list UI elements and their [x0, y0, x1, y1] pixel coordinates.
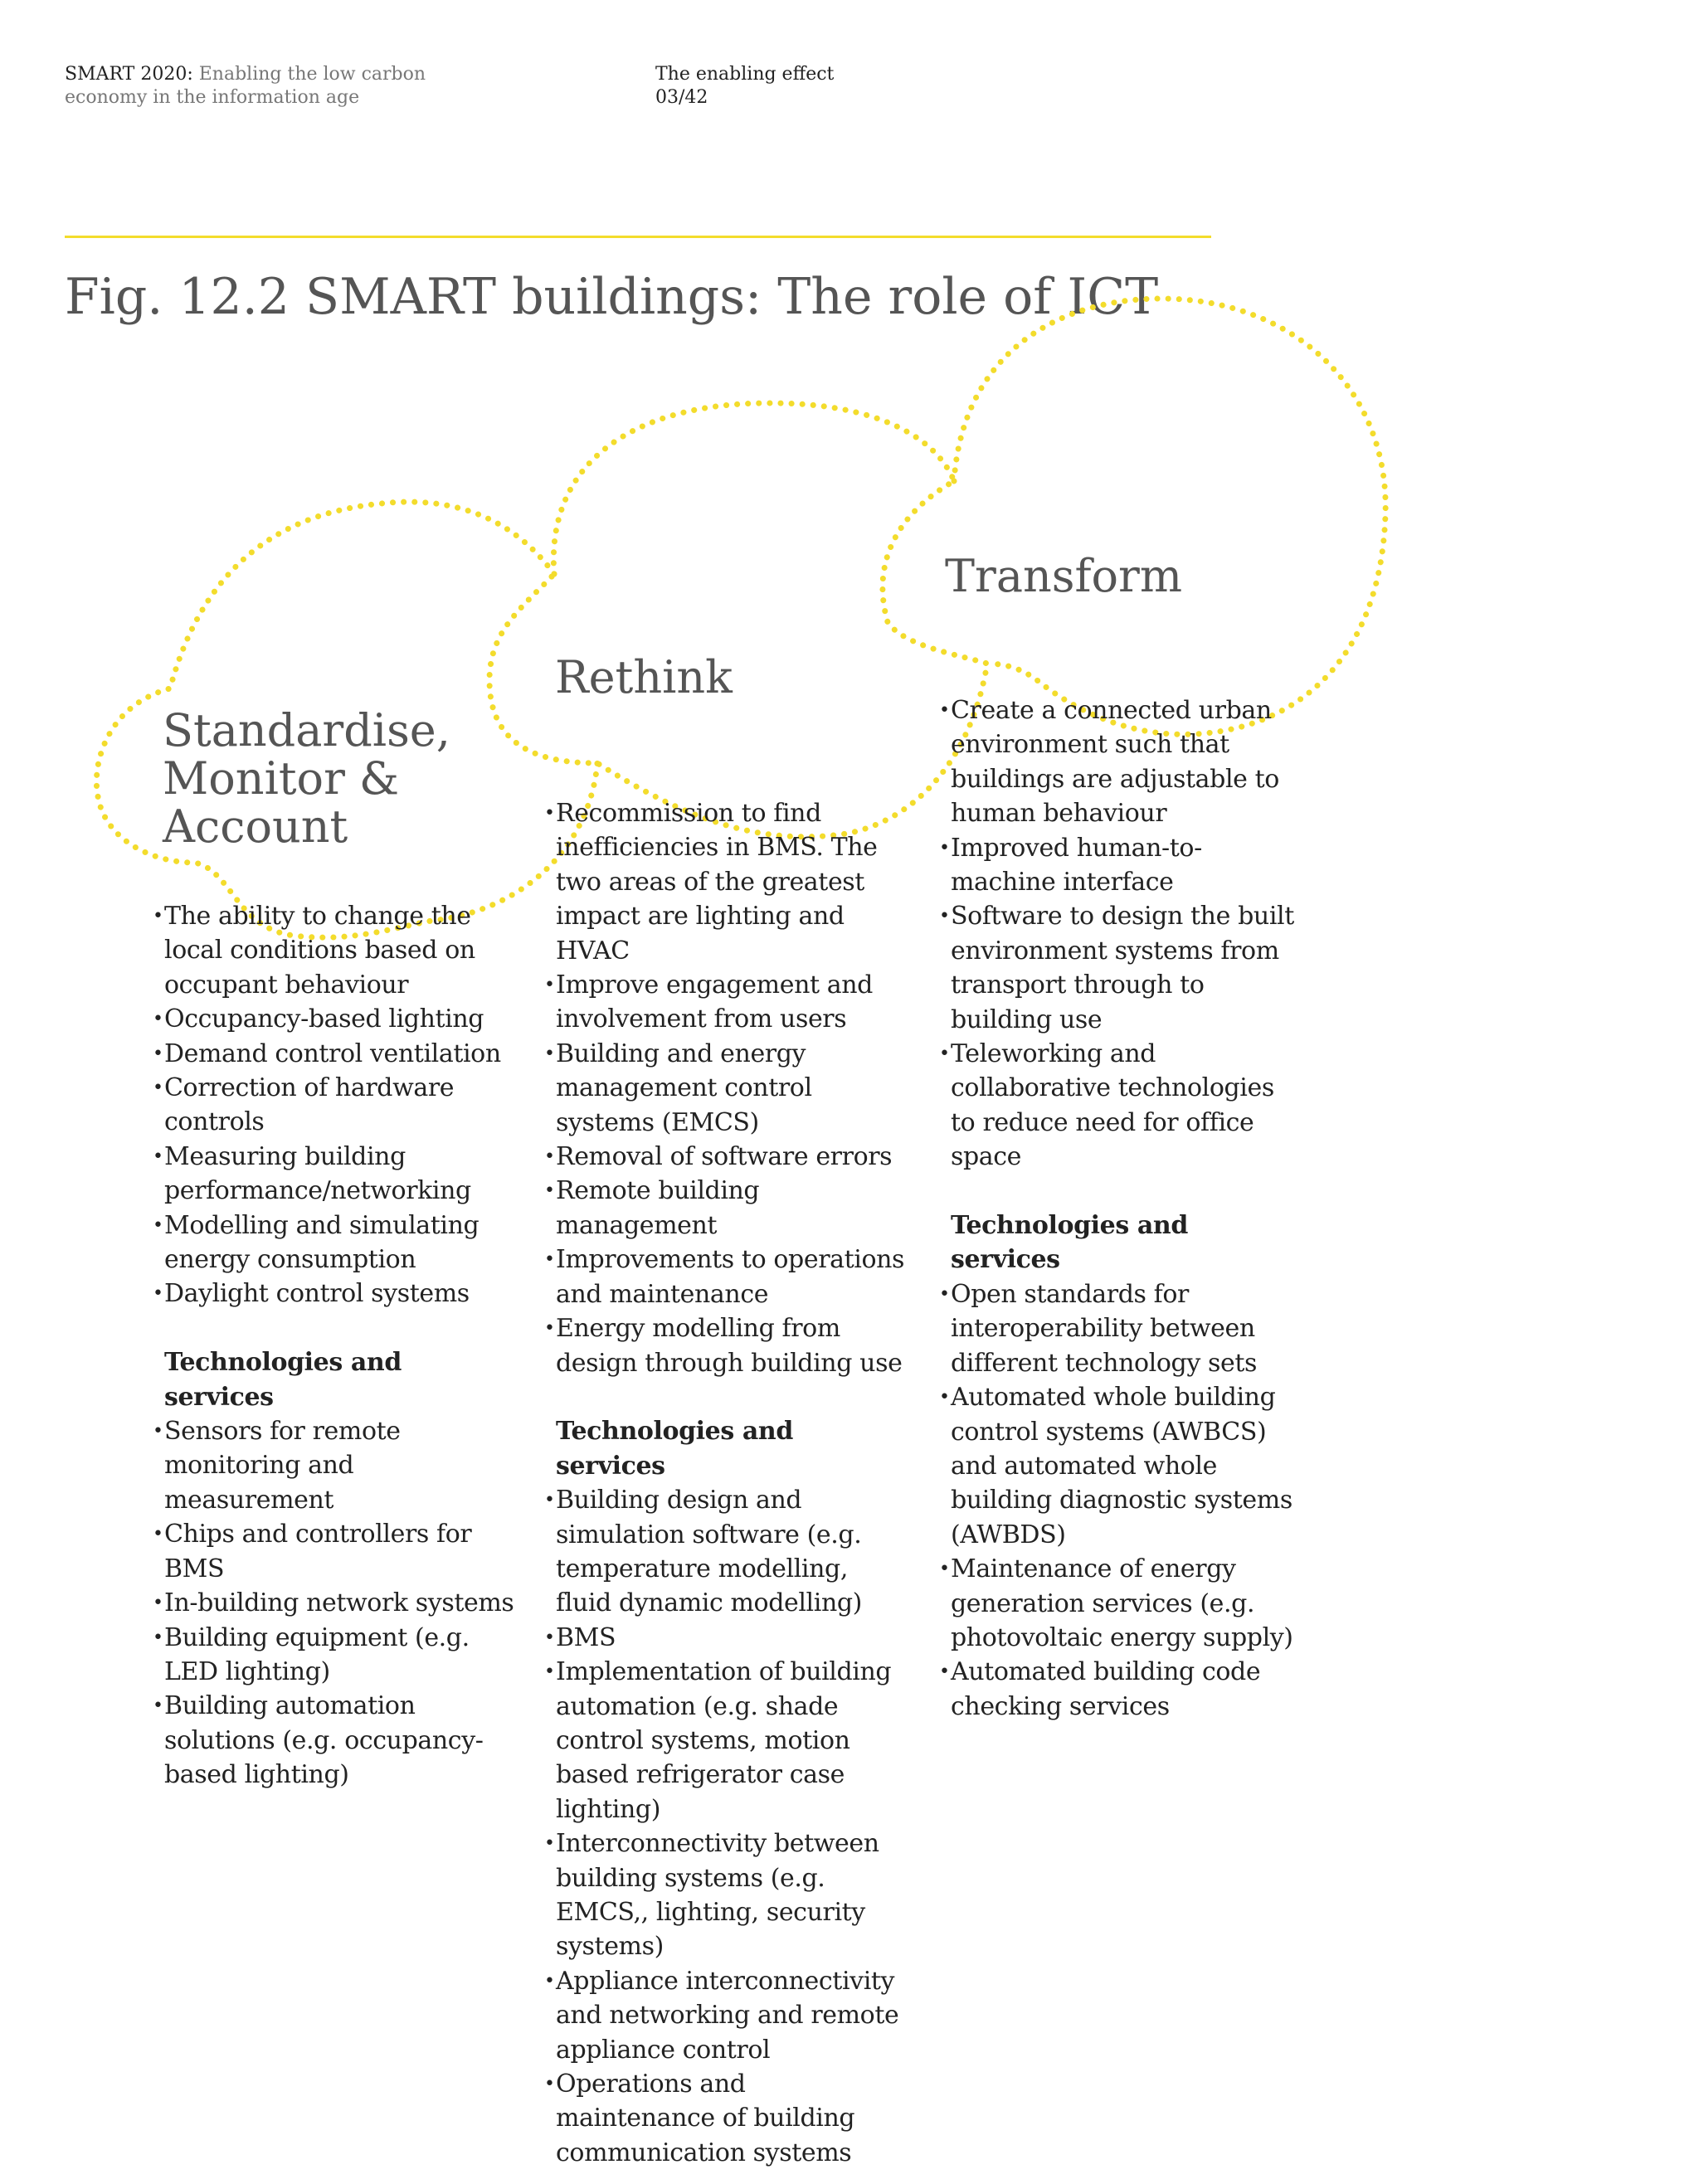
tech-services-heading: Technologies and services — [556, 1417, 793, 1481]
tech-list — [939, 1277, 1296, 1724]
figure-title: Fig. 12.2 SMART buildings: The role of ICT — [65, 268, 1159, 326]
doc-subtitle-line-2: economy in the information age — [65, 87, 360, 108]
section-title: The enabling effect — [655, 64, 835, 85]
list-item: • Modelling and simulating energy consumption — [153, 1209, 514, 1277]
list-item: • Measuring building performance/networking — [153, 1140, 514, 1209]
list-item: • Building equipment (e.g. LED lighting) — [153, 1621, 514, 1690]
list-item: • Building and energy management control systems (EMCS) — [544, 1037, 908, 1140]
list-item: • Improve engagement and involvement from users — [544, 968, 908, 1037]
list-item: • Correction of hardware controls — [153, 1071, 514, 1140]
list-item: • The ability to change the local conditions based on occupant behaviour — [153, 899, 514, 1002]
header-rule — [65, 236, 1211, 238]
list-item: • Daylight control systems — [153, 1277, 514, 1311]
doc-subtitle-line-1: Enabling the low carbon — [198, 64, 426, 85]
bullet-list — [153, 899, 514, 1311]
list-item: • Operations and maintenance of building communication systems — [544, 2067, 908, 2170]
list-item: • Create a connected urban environment such that buildings are adjustable to human behaviour — [939, 693, 1296, 831]
bullet-list — [939, 693, 1296, 1175]
column-title-transform: Transform — [945, 550, 1183, 602]
doc-title: SMART 2020: — [65, 64, 193, 85]
list-item: • Implementation of building automation (e.g. shade control systems, motion based refrigerator case lighting) — [544, 1655, 908, 1826]
section-header — [655, 63, 987, 109]
list-item: • Recommission to find inefficiencies in BMS. The two areas of the greatest impact are lighting and HVAC — [544, 796, 908, 968]
list-item: • In-building network systems — [153, 1586, 514, 1620]
list-item: • Building design and simulation software (e.g. temperature modelling, fluid dynamic modelling) — [544, 1483, 908, 1621]
tech-list — [544, 1483, 908, 2170]
list-item: • Improvements to operations and maintenance — [544, 1243, 908, 1311]
list-item: • Chips and controllers for BMS — [153, 1517, 514, 1586]
column-rethink — [544, 796, 908, 2170]
list-item: • Energy modelling from design through building use — [544, 1311, 908, 1380]
list-item: • Automated building code checking services — [939, 1655, 1296, 1724]
cloud-outline-transform — [954, 299, 1385, 734]
list-item: • Software to design the built environment systems from transport through to building use — [939, 899, 1296, 1037]
column-standardise — [153, 899, 514, 1792]
bullet-list — [544, 796, 908, 1380]
list-item: • Building automation solutions (e.g. occupancy-based lighting) — [153, 1689, 514, 1792]
column-transform — [939, 693, 1296, 1724]
list-item: • Remote building management — [544, 1174, 908, 1243]
document-header — [65, 63, 496, 109]
tech-list — [153, 1414, 514, 1792]
list-item: • Demand control ventilation — [153, 1037, 514, 1071]
column-title-standardise: Standardise, Monitor & Account — [163, 704, 450, 853]
list-item: • Improved human-to-machine interface — [939, 831, 1296, 900]
list-item: • Automated whole building control systems (AWBCS) and automated whole building diagnostic systems (AWBDS) — [939, 1380, 1296, 1552]
list-item: • Open standards for interoperability between different technology sets — [939, 1277, 1296, 1380]
list-item: • Sensors for remote monitoring and measurement — [153, 1414, 514, 1517]
list-item: • BMS — [544, 1621, 908, 1655]
column-title-rethink: Rethink — [555, 651, 733, 703]
list-item: • Removal of software errors — [544, 1140, 908, 1174]
list-item: • Maintenance of energy generation services (e.g. photovoltaic energy supply) — [939, 1552, 1296, 1655]
tech-services-heading: Technologies and services — [951, 1211, 1188, 1275]
list-item: • Occupancy-based lighting — [153, 1002, 514, 1036]
list-item: • Appliance interconnectivity and networking and remote appliance control — [544, 1964, 908, 2067]
tech-services-heading: Technologies and services — [164, 1348, 402, 1412]
page-number: 03/42 — [655, 87, 708, 108]
cloud-outline-rethink — [489, 403, 987, 837]
list-item: • Interconnectivity between building systems (e.g. EMCS,, lighting, security systems) — [544, 1826, 908, 1964]
list-item: • Teleworking and collaborative technologies to reduce need for office space — [939, 1037, 1296, 1175]
